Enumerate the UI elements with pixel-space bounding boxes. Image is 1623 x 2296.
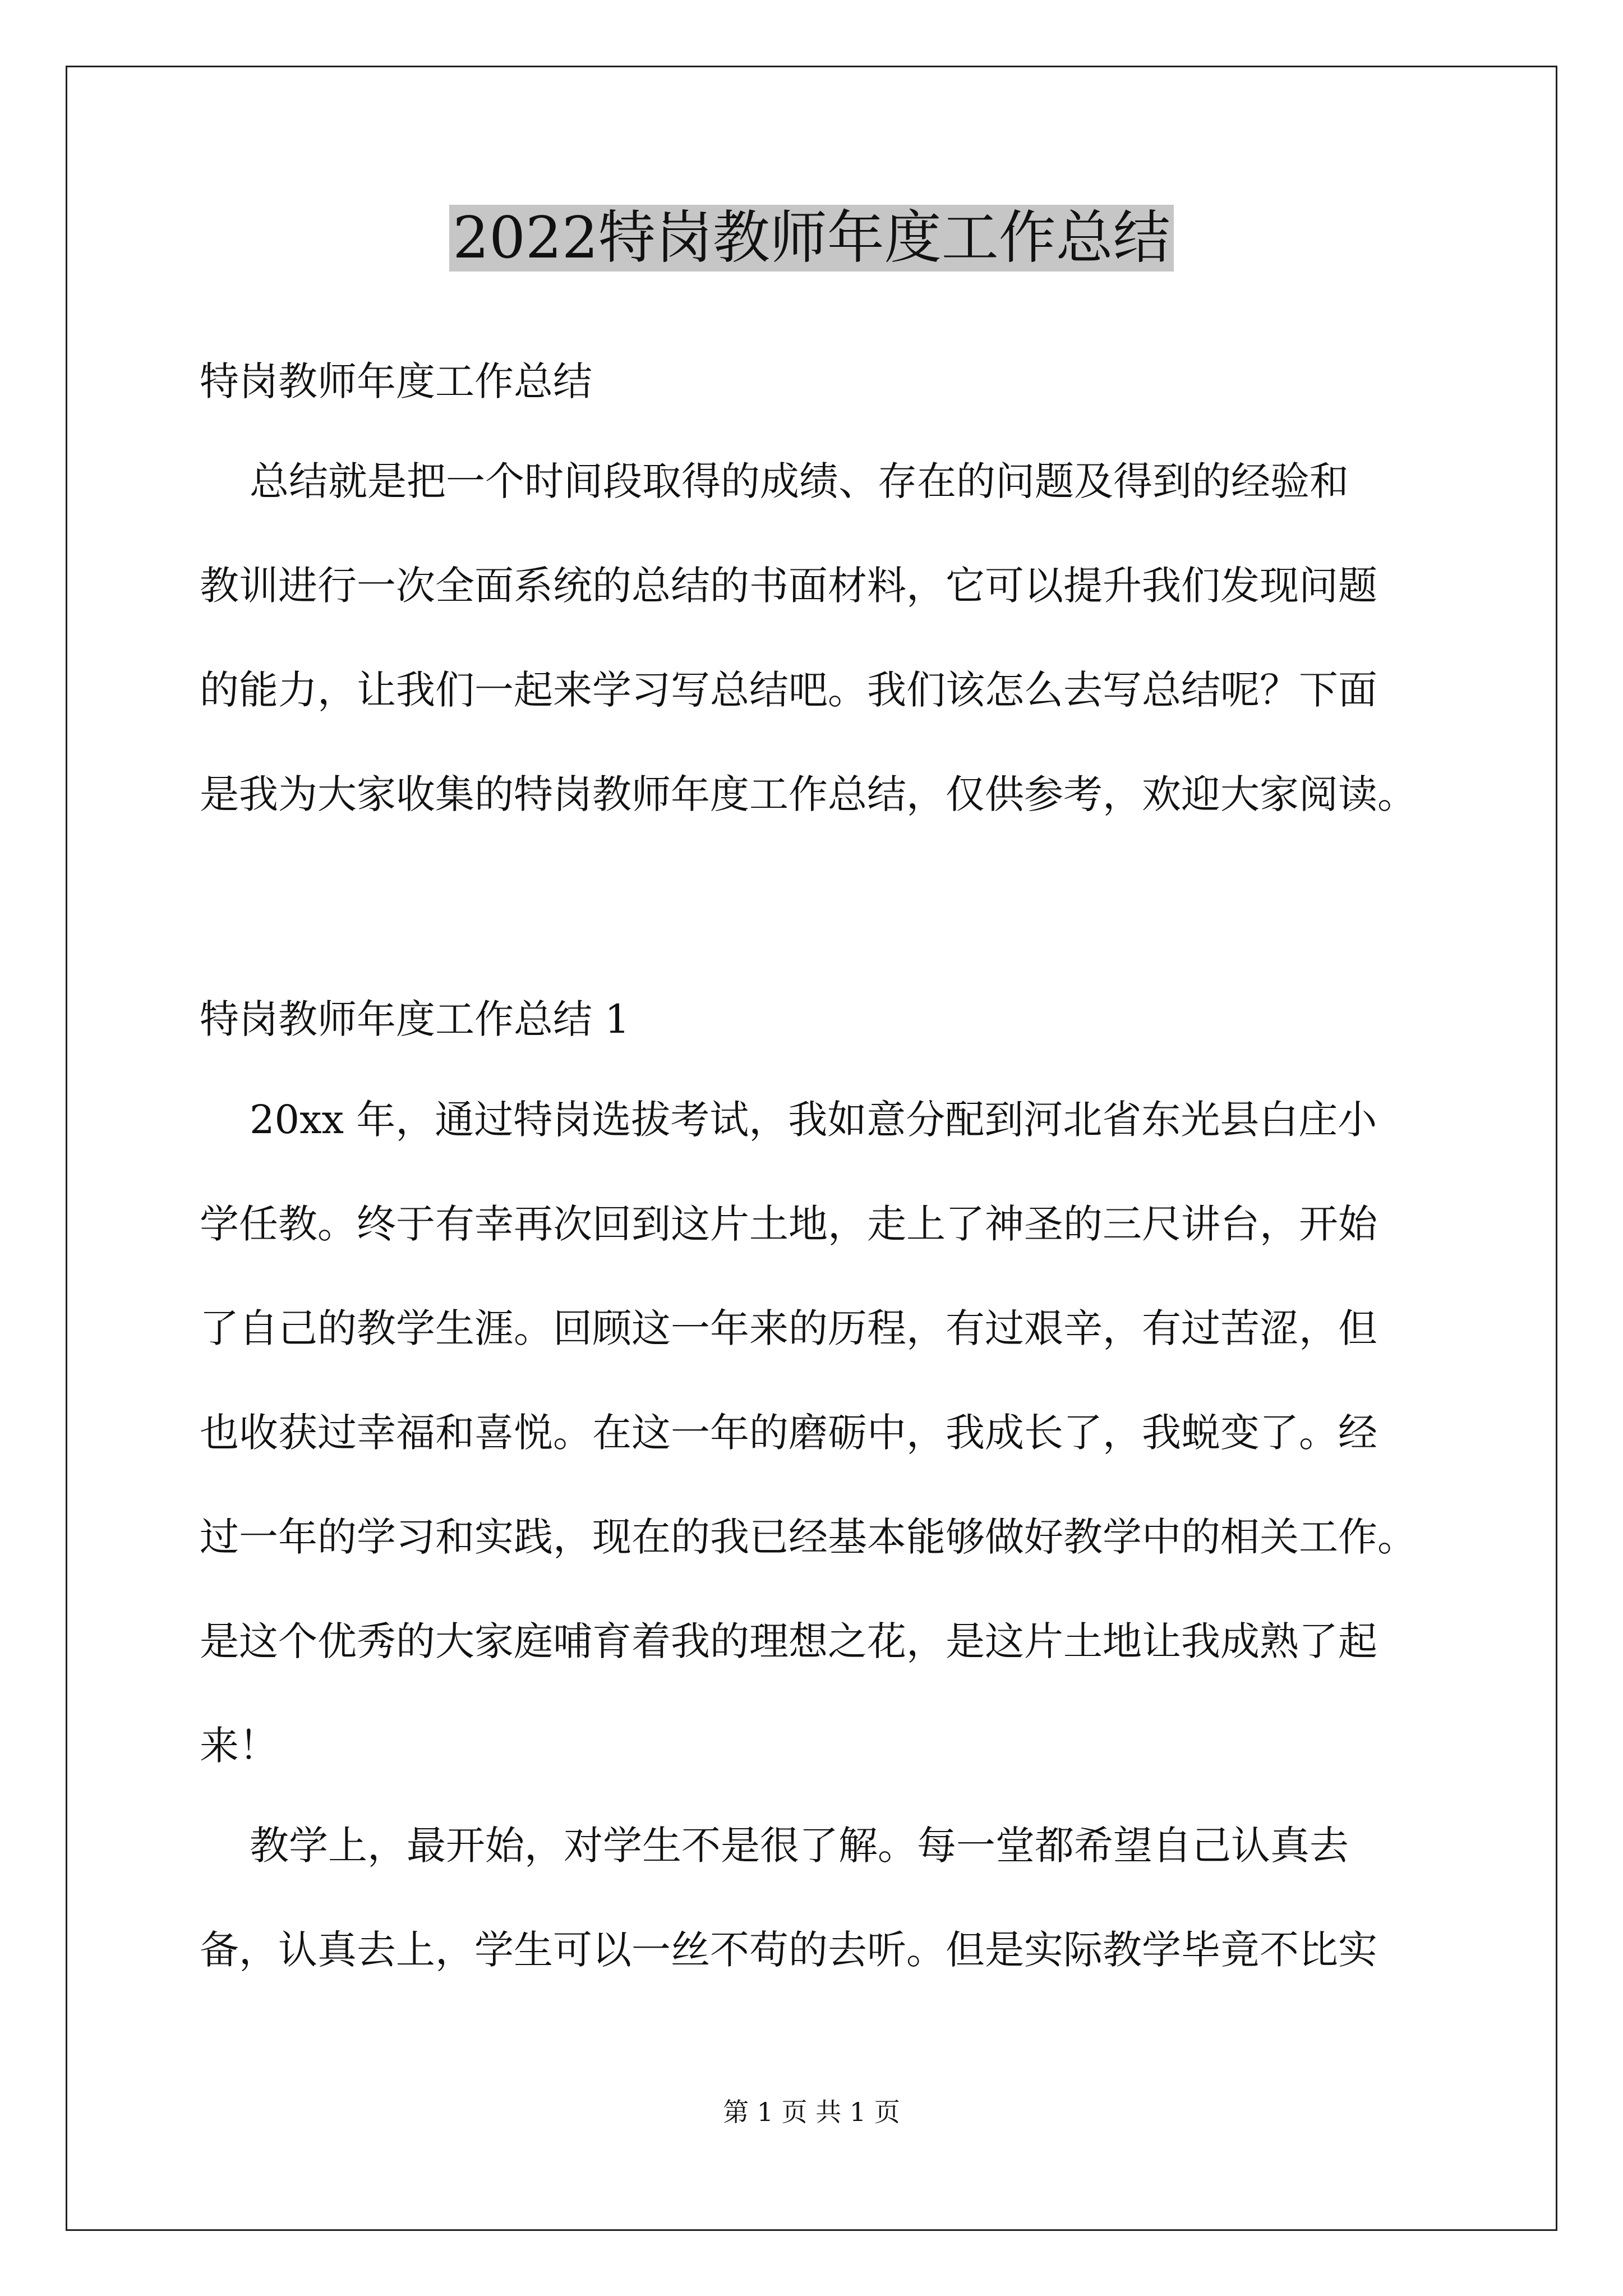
paragraph-line: 是这个优秀的大家庭哺育着我的理想之花，是这片土地让我成熟了起 [200, 1618, 1377, 1664]
paragraph-line: 教学上，最开始，对学生不是很了解。每一堂都希望自己认真去 [200, 1823, 1349, 1869]
paragraph-line: 过一年的学习和实践，现在的我已经基本能够做好教学中的相关工作。 [200, 1514, 1417, 1560]
paragraph-line: 也收获过幸福和喜悦。在这一年的磨砺中，我成长了，我蜕变了。经 [200, 1410, 1377, 1456]
paragraph-line: 总结就是把一个时间段取得的成绩、存在的问题及得到的经验和 [200, 458, 1349, 504]
document-title [0, 199, 1623, 278]
paragraph-line: 了自己的教学生涯。回顾这一年来的历程，有过艰辛，有过苦涩，但 [200, 1305, 1377, 1351]
paragraph-line: 学任教。终于有幸再次回到这片土地，走上了神圣的三尺讲台，开始 [200, 1201, 1377, 1247]
paragraph-line: 的能力，让我们一起来学习写总结吧。我们该怎么去写总结呢？下面 [200, 667, 1377, 713]
paragraph-line: 备，认真去上，学生可以一丝不苟的去听。但是实际教学毕竟不比实 [200, 1927, 1377, 1973]
section-heading: 特岗教师年度工作总结 1 [200, 996, 630, 1042]
paragraph-line: 是我为大家收集的特岗教师年度工作总结，仅供参考，欢迎大家阅读。 [200, 771, 1417, 817]
page-footer: 第 1 页 共 1 页 [723, 2097, 900, 2127]
paragraph-line: 教训进行一次全面系统的总结的书面材料，它可以提升我们发现问题 [200, 563, 1377, 609]
paragraph-line: 20xx 年，通过特岗选拔考试，我如意分配到河北省东光县白庄小 [200, 1097, 1377, 1143]
section-heading: 特岗教师年度工作总结 [200, 358, 592, 404]
paragraph-line: 来！ [200, 1723, 278, 1769]
document-title-text: 2022特岗教师年度工作总结 [449, 205, 1174, 272]
